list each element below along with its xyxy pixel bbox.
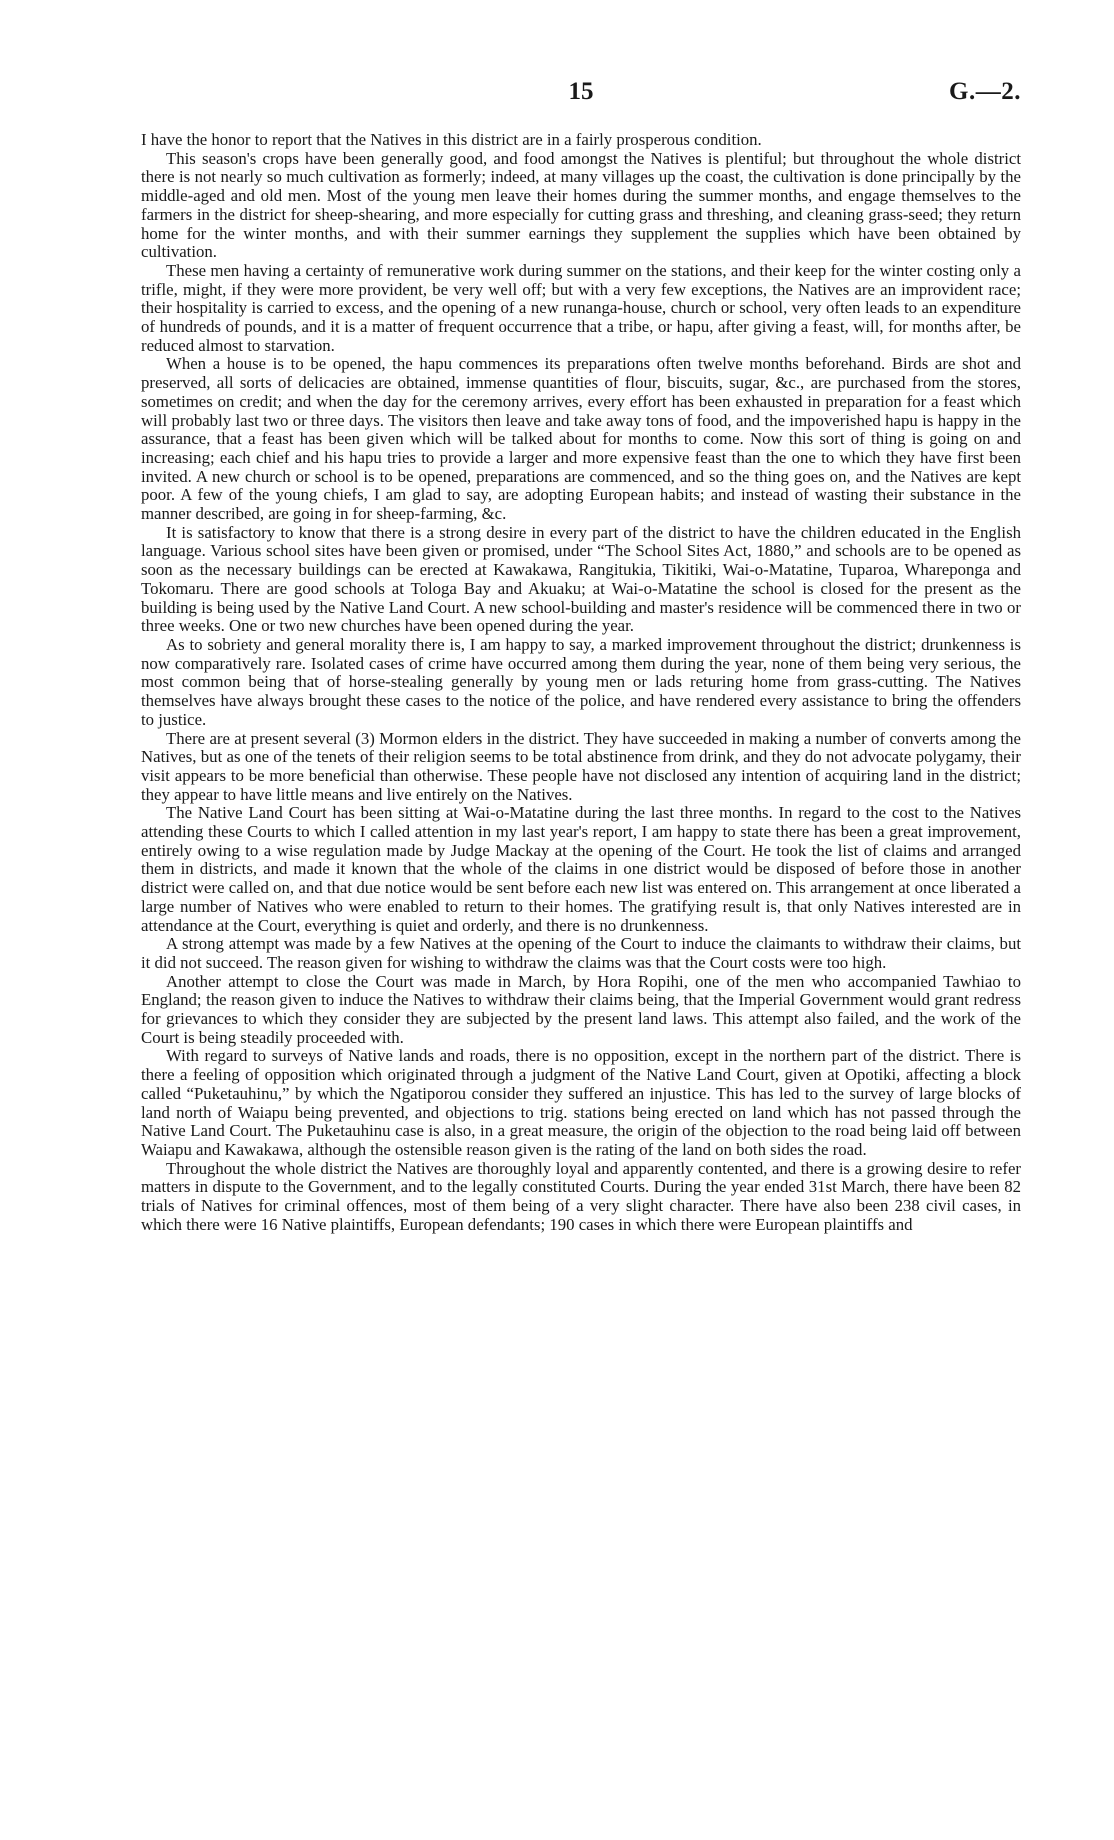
paragraph-12: Throughout the whole district the Natives are thoroughly loyal and apparently contented, and there is a growing desire to refer matters in dispute to the Government, and to the legally constituted Courts. During the year ended 31st March, there have been 82 trials of Natives for criminal offences, most of them being of a very slight character. There have also been 238 civil cases, in which there were 16 Native plaintiffs, European defendants; 190 cases in which there were European plaintiffs and <box>141 1158 1021 1234</box>
paragraph-1: I have the honor to report that the Natives in this district are in a fairly prosperous condition. <box>141 130 762 149</box>
page-number: 15 <box>568 78 594 105</box>
report-body <box>141 131 1021 1234</box>
paragraph-3: These men having a certainty of remunerative work during summer on the stations, and their keep for the winter costing only a trifle, might, if they were more provident, be very well off; but with a very few exceptions, the Natives are an improvident race; their hospitality is carried to excess, and the opening of a new runanga-house, church or school, very often leads to an expenditure of hundreds of pounds, and it is a matter of frequent occurrence that a tribe, or hapu, after giving a feast, will, for months after, be reduced almost to starvation. <box>141 260 1021 355</box>
paragraph-4: When a house is to be opened, the hapu commences its preparations often twelve months beforehand. Birds are shot and preserved, all sorts of delicacies are obtained, immense quantities of flour, biscuits, sugar, &c., are purchased from the stores, sometimes on credit; and when the day for the ceremony arrives, every effort has been exhausted in preparation for a feast which will probably last two or three days. The visitors then leave and take away tons of food, and the impoverished hapu is happy in the assurance, that a feast has been given which will be talked about for months to come. Now this sort of thing is going on and increasing; each chief and his hapu tries to provide a larger and more expensive feast than the one to which they have first been invited. A new church or school is to be opened, preparations are commenced, and so the thing goes on, and the Natives are kept poor. A few of the young chiefs, I am glad to say, are adopting European habits; and instead of wasting their substance in the manner described, are going in for sheep-farming, &c. <box>141 354 1021 524</box>
document-code: G.—2. <box>949 78 1021 105</box>
paragraph-9: A strong attempt was made by a few Natives at the opening of the Court to induce the claimants to withdraw their claims, but it did not succeed. The reason given for wishing to withdraw the claims was that the Court costs were too high. <box>141 934 1021 972</box>
paragraph-5: It is satisfactory to know that there is a strong desire in every part of the district to have the children educated in the English language. Various school sites have been given or promised, under “The School Sites Act, 1880,” and schools are to be opened as soon as the necessary buildings can be erected at Kawakawa, Rangitukia, Tikitiki, Wai-o-Matatine, Tuparoa, Whareponga and Tokomaru. There are good schools at Tologa Bay and Akuaku; at Wai-o-Matatine the school is closed for the present as the building is being used by the Native Land Court. A new school-building and master's residence will be commenced there in two or three weeks. One or two new churches have been opened during the year. <box>141 522 1021 636</box>
paragraph-11: With regard to surveys of Native lands and roads, there is no opposition, except in the northern part of the district. There is there a feeling of opposition which originated through a judgment of the Native Land Court, given at Opotiki, affecting a block called “Puketauhinu,” by which the Ngatiporou consider they suffered an injustice. This has led to the survey of large blocks of land north of Waiapu being prevented, and objections to trig. stations being erected on land which has not passed through the Native Land Court. The Puketauhinu case is also, in a great measure, the origin of the objection to the road being laid off between Waiapu and Kawakawa, although the ostensible reason given is the rating of the land on both sides the road. <box>141 1046 1021 1159</box>
paragraph-7: There are at present several (3) Mormon elders in the district. They have succeeded in making a number of converts among the Natives, but as one of the tenets of their religion seems to be total abstinence from drink, and they do not advocate polygamy, their visit appears to be more beneficial than otherwise. These people have not disclosed any intention of acquiring land in the district; they appear to have little means and live entirely on the Natives. <box>141 728 1021 804</box>
page-header <box>141 78 1021 114</box>
paragraph-6: As to sobriety and general morality there is, I am happy to say, a marked improvement throughout the district; drunkenness is now comparatively rare. Isolated cases of crime have occurred among them during the year, none of them being very serious, the most common being that of horse-stealing generally by young men or lads returing home from grass-cutting. The Natives themselves have always brought these cases to the notice of the police, and have rendered every assistance to bring the offenders to justice. <box>141 634 1021 729</box>
paragraph-10: Another attempt to close the Court was made in March, by Hora Ropihi, one of the men who accompanied Tawhiao to England; the reason given to induce the Natives to withdraw their claims being, that the Imperial Government would grant redress for grievances to which they consider they are subjected by the present land laws. This attempt also failed, and the work of the Court is being steadily proceeded with. <box>141 971 1021 1047</box>
paragraph-8: The Native Land Court has been sitting at Wai-o-Matatine during the last three months. In regard to the cost to the Natives attending these Courts to which I called attention in my last year's report, I am happy to state there has been a great improvement, entirely owing to a wise regulation made by Judge Mackay at the opening of the Court. He took the list of claims and arranged them in districts, and made it known that the whole of the claims in one district would be disposed of before those in another district were called on, and that due notice would be sent before each new list was entered on. This arrangement at once liberated a large number of Natives who were enabled to return to their homes. The gratifying result is, that only Natives interested are in attendance at the Court, everything is quiet and orderly, and there is no drunkenness. <box>141 803 1021 935</box>
paragraph-2: This season's crops have been generally good, and food amongst the Natives is plentiful; but throughout the whole district there is not nearly so much cultivation as formerly; indeed, at many villages up the coast, the cultivation is done principally by the middle-aged and old men. Most of the young men leave their homes during the summer months, and engage themselves to the farmers in the district for sheep-shearing, and more especially for cutting grass and threshing, and cleaning grass-seed; they return home for the winter months, and with their summer earnings they supplement the supplies which have been obtained by cultivation. <box>141 148 1021 262</box>
